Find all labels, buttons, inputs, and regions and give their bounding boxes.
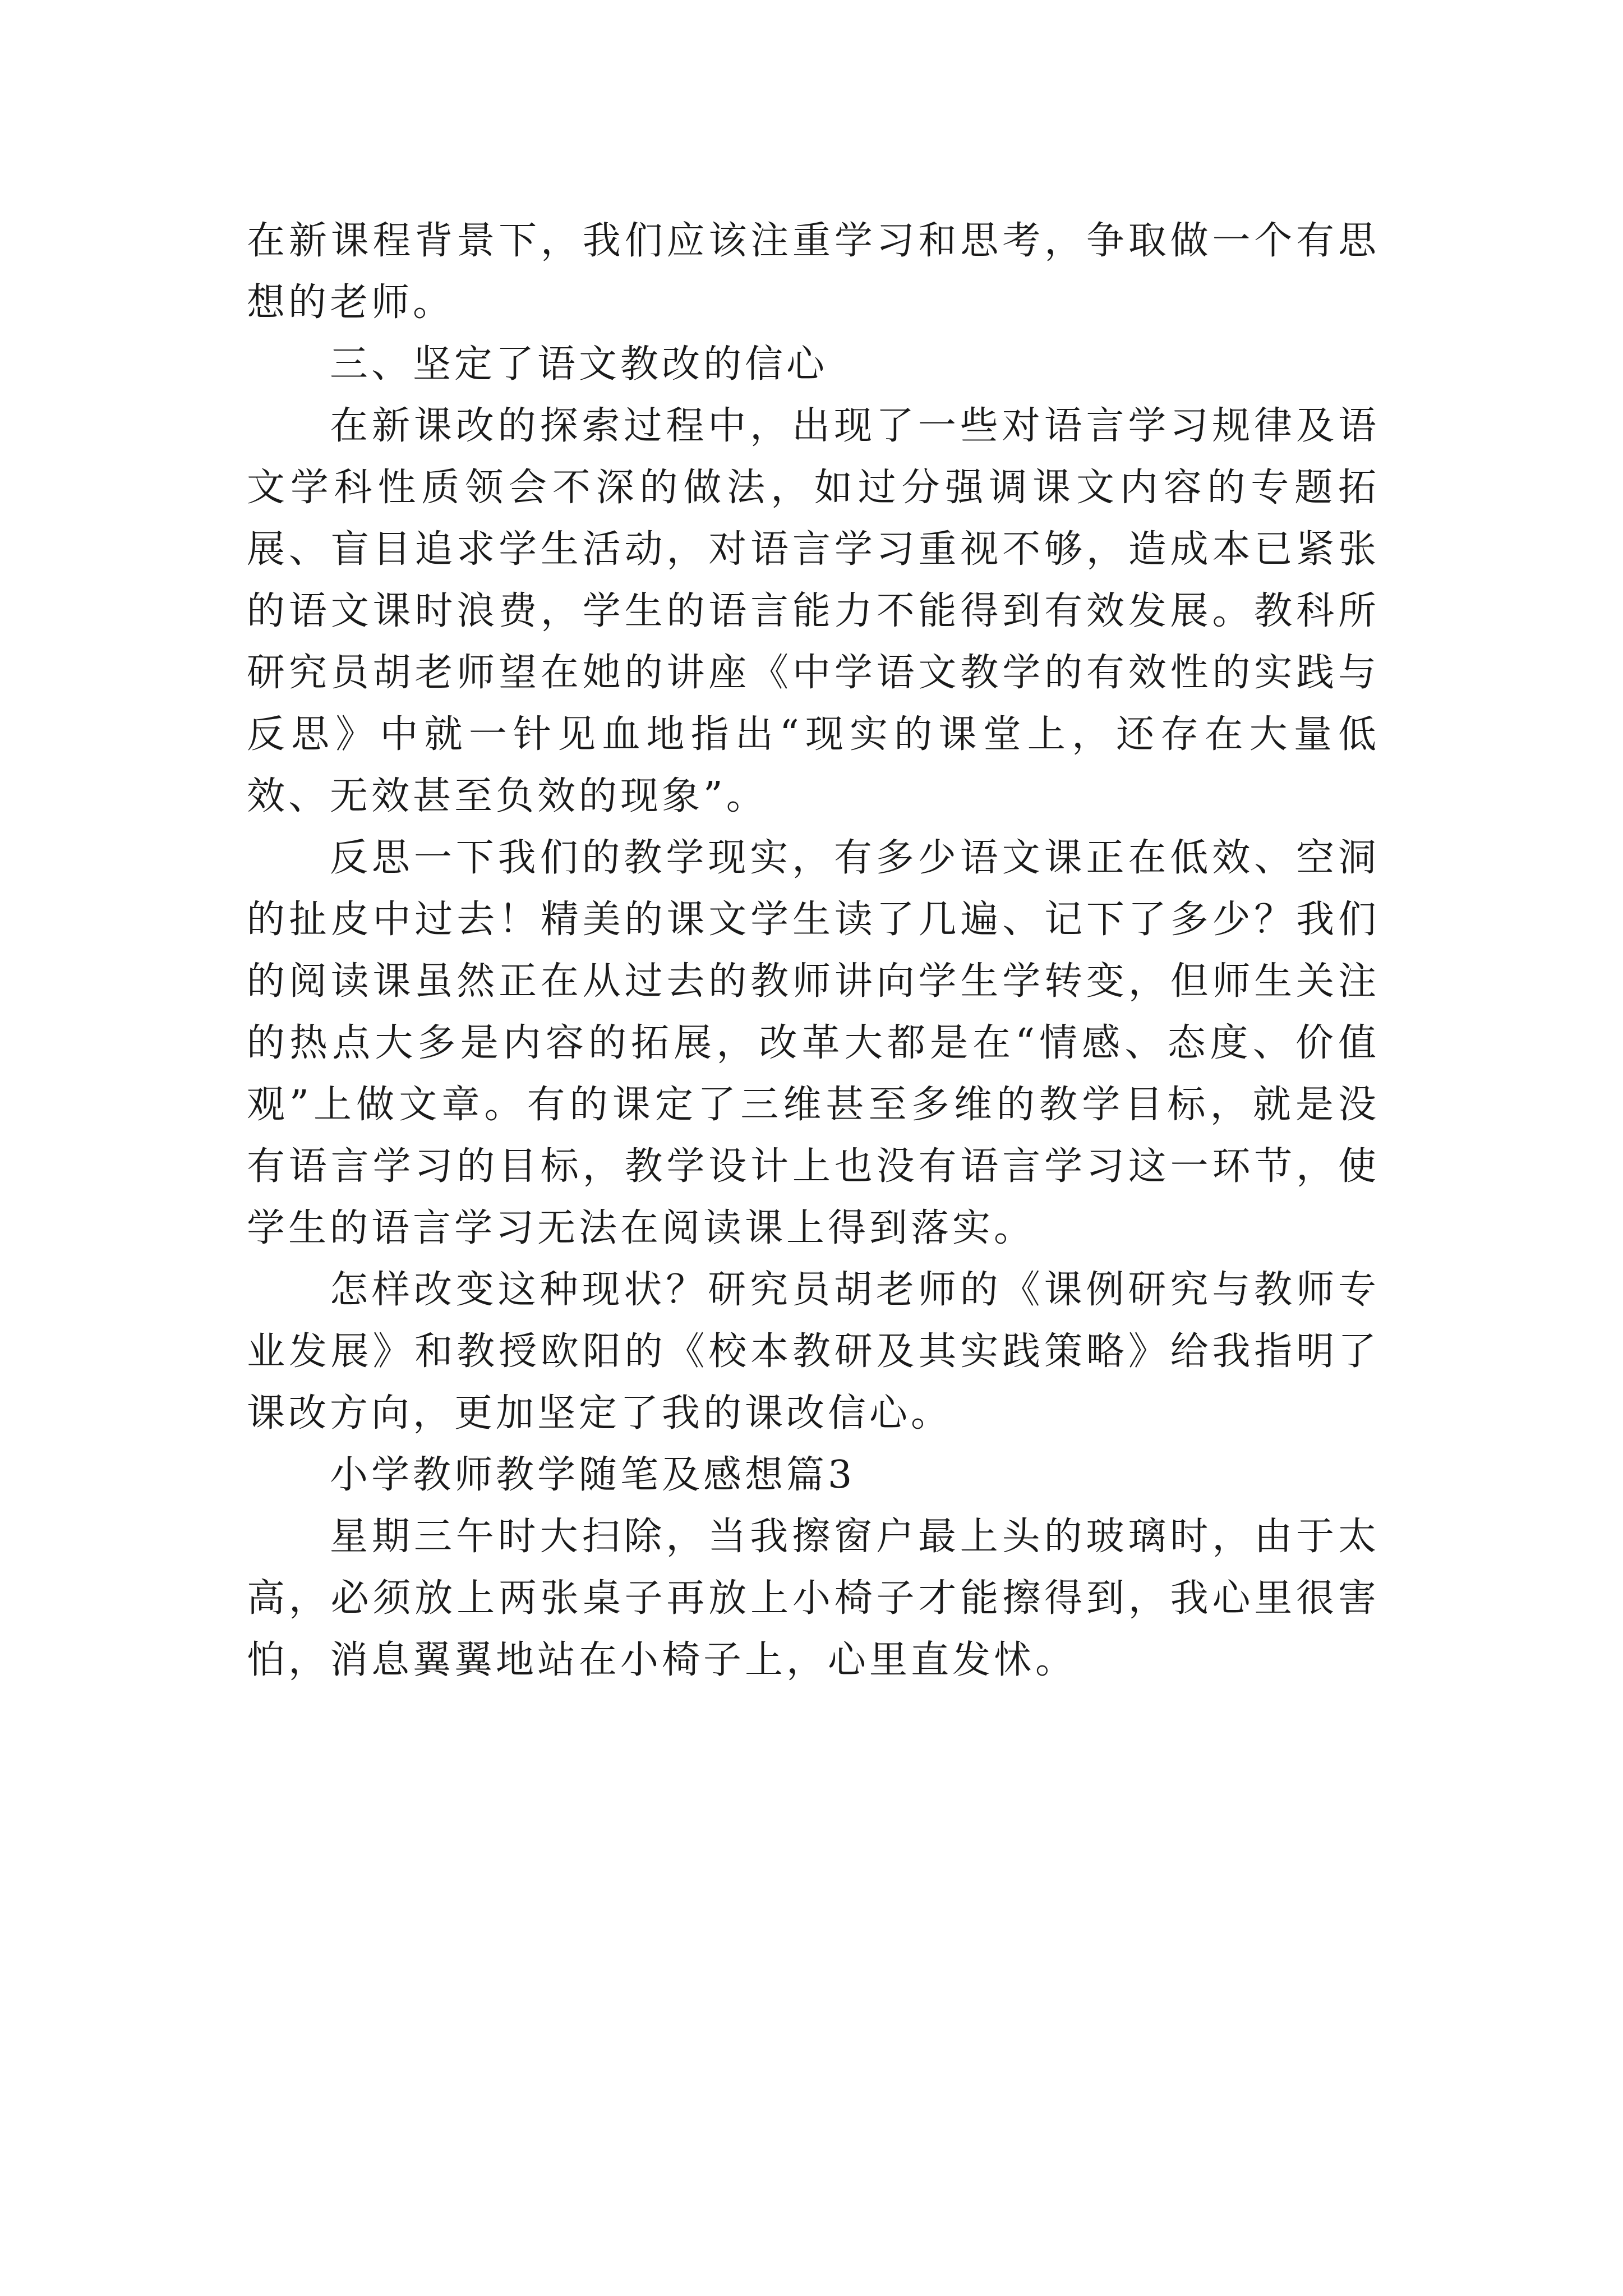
document-body — [247, 210, 1380, 1691]
paragraph-3: 反思一下我们的教学现实，有多少语文课正在低效、空洞的扯皮中过去！精美的课文学生读了几遍、记下了多少？我们的阅读课虽然正在从过去的教师讲向学生学转变，但师生关注的热点大多是内容的拓展，改革大都是在“情感、态度、价值观”上做文章。有的课定了三维甚至多维的教学目标，就是没有语言学习的目标，教学设计上也没有语言学习这一环节，使学生的语言学习无法在阅读课上得到落实。 — [247, 836, 1380, 1250]
paragraph-5: 星期三午时大扫除，当我擦窗户最上头的玻璃时，由于太高，必须放上两张桌子再放上小椅子才能擦得到，我心里很害怕，消息翼翼地站在小椅子上，心里直发怵。 — [247, 1515, 1380, 1682]
paragraph-1: 在新课程背景下，我们应该注重学习和思考，争取做一个有思想的老师。 — [247, 219, 1380, 325]
paragraph-2: 在新课改的探索过程中，出现了一些对语言学习规律及语文学科性质领会不深的做法，如过分强调课文内容的专题拓展、盲目追求学生活动，对语言学习重视不够，造成本已紧张的语文课时浪费，学生的语言能力不能得到有效发展。教科所研究员胡老师望在她的讲座《中学语文教学的有效性的实践与反思》中就一针见血地指出“现实的课堂上，还存在大量低效、无效甚至负效的现象”。 — [247, 404, 1380, 818]
section-heading: 三、坚定了语文教改的信心 — [330, 342, 828, 386]
article-title: 小学教师教学随笔及感想篇3 — [330, 1453, 856, 1497]
paragraph-4: 怎样改变这种现状？研究员胡老师的《课例研究与教师专业发展》和教授欧阳的《校本教研及其实践策略》给我指明了课改方向，更加坚定了我的课改信心。 — [247, 1268, 1380, 1435]
